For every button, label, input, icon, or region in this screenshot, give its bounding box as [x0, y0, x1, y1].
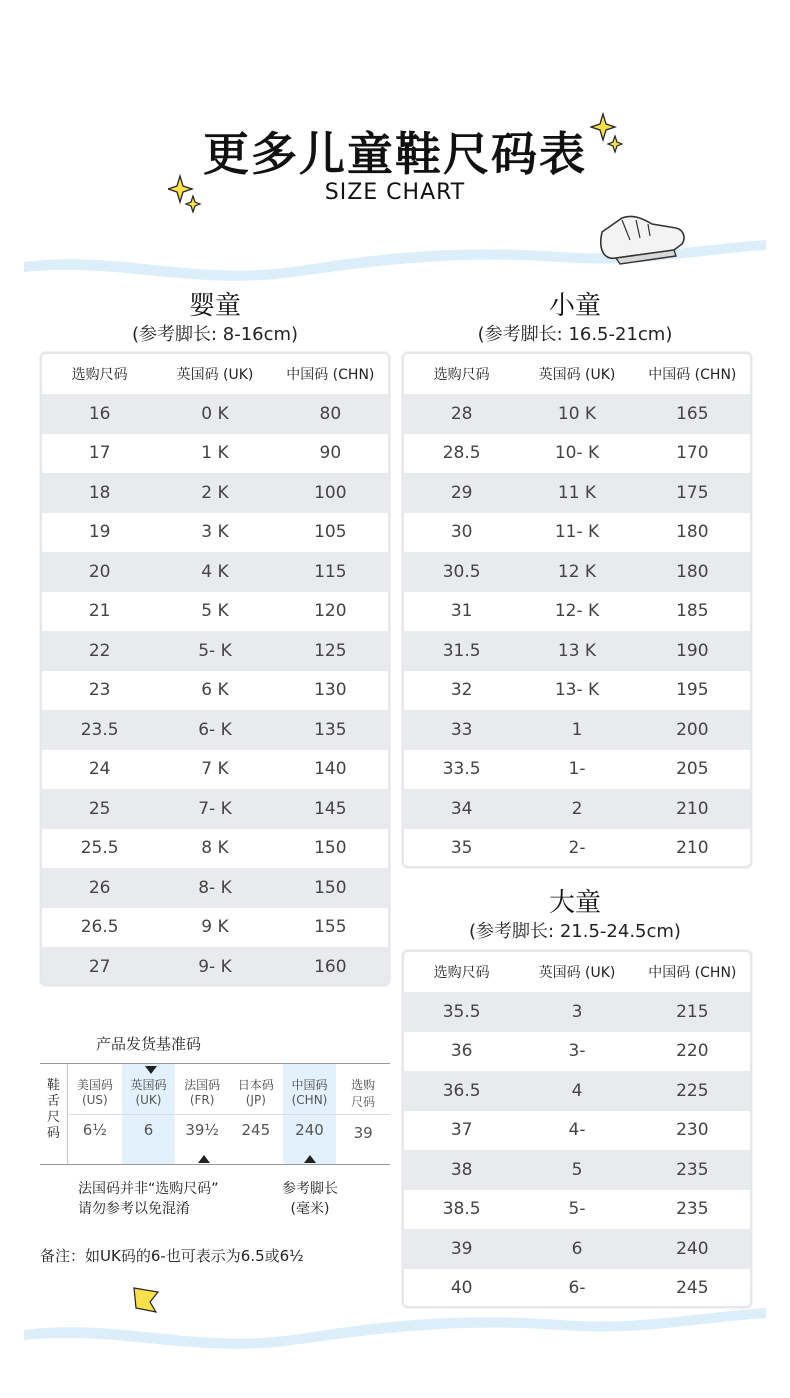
column-header: 选购尺码	[433, 965, 490, 981]
table-header	[404, 354, 750, 394]
table-cell: 180	[676, 561, 709, 582]
table-cell: 245	[676, 1278, 709, 1299]
column-header: 日本码	[237, 1078, 274, 1092]
table-cell: 19	[88, 522, 111, 543]
tongue-size-table	[40, 1063, 390, 1165]
table-cell: 40	[450, 1278, 473, 1299]
table-cell: 20	[88, 561, 111, 582]
table-cell: 24	[88, 759, 111, 780]
column-header-sub: (FR)	[189, 1093, 215, 1107]
table-cell: 115	[314, 561, 347, 582]
table-row	[404, 1032, 750, 1072]
sparkle-icon	[128, 1284, 164, 1316]
table-cell: 9- K	[198, 956, 232, 977]
table-cell: 1-	[568, 759, 586, 780]
table-row	[42, 592, 388, 632]
infant-size-table	[40, 352, 390, 986]
table-cell: 140	[314, 759, 347, 780]
table-row	[404, 829, 750, 869]
table-cell: 27	[88, 956, 111, 977]
column-header: 中国码 (CHN)	[648, 367, 737, 383]
table-cell: 28	[450, 403, 473, 424]
table-cell: 38	[450, 1159, 473, 1180]
table-cell: 1	[571, 719, 583, 740]
table-cell: 2 K	[201, 482, 229, 503]
table-cell: 170	[676, 443, 709, 464]
table-cell: 8 K	[201, 838, 229, 859]
column-header-sub: (JP)	[245, 1093, 266, 1107]
table-cell: 120	[314, 601, 347, 622]
table-cell: 10- K	[554, 443, 600, 464]
table-cell: 4	[571, 1080, 583, 1101]
tongue-side-label	[40, 1064, 68, 1164]
table-cell: 28.5	[442, 443, 481, 464]
remark-text: 备注：如UK码的6-也可表示为6.5或6½	[40, 1247, 304, 1265]
table-row	[404, 394, 750, 434]
table-cell: 37	[450, 1120, 473, 1141]
table-cell: 29	[450, 482, 473, 503]
table-cell: 150	[314, 877, 347, 898]
table-cell: 32	[450, 680, 473, 701]
column-header: 英国码 (UK)	[538, 965, 616, 981]
shoe-icon	[596, 206, 688, 266]
big-subtitle: (参考脚长: 21.5-24.5cm)	[469, 921, 681, 942]
table-row	[404, 1269, 750, 1309]
side-char: 舌	[46, 1094, 60, 1109]
page-title: 更多儿童鞋尺码表	[203, 127, 587, 181]
table-cell: 33.5	[442, 759, 481, 780]
table-cell: 190	[676, 640, 709, 661]
table-cell: 5-	[568, 1199, 586, 1220]
column-header-sub: (US)	[81, 1093, 108, 1107]
table-cell: 4 K	[201, 561, 229, 582]
table-cell: 10 K	[557, 403, 597, 424]
fr-size-note	[78, 1179, 219, 1219]
table-row	[42, 789, 388, 829]
table-row	[42, 947, 388, 986]
table-cell: 210	[676, 838, 709, 859]
table-cell: 26.5	[80, 917, 119, 938]
table-cell: 6	[571, 1238, 583, 1259]
table-row	[404, 671, 750, 711]
table-row	[404, 1229, 750, 1269]
table-row	[404, 1150, 750, 1190]
table-cell: 90	[319, 443, 342, 464]
table-row	[404, 631, 750, 671]
side-char: 鞋	[46, 1078, 60, 1093]
table-cell: 35.5	[442, 1001, 481, 1022]
table-cell: 230	[676, 1120, 709, 1141]
table-cell: 105	[314, 522, 347, 543]
table-cell: 38.5	[442, 1199, 481, 1220]
tongue-size-title: 产品发货基准码	[96, 1035, 202, 1053]
table-cell: 31.5	[442, 640, 481, 661]
table-cell: 18	[88, 482, 111, 503]
tongue-size-value: 245	[241, 1121, 271, 1139]
table-row	[42, 829, 388, 869]
small-subtitle: (参考脚长: 16.5-21cm)	[477, 324, 673, 345]
table-cell: 100	[314, 482, 347, 503]
table-cell: 195	[676, 680, 709, 701]
table-cell: 235	[676, 1199, 709, 1220]
table-cell: 8- K	[198, 877, 232, 898]
table-cell: 23	[88, 680, 111, 701]
table-cell: 160	[314, 956, 347, 977]
column-header-sub: (CHN)	[291, 1093, 328, 1107]
note-line: (毫米)	[290, 1201, 330, 1217]
table-cell: 2	[571, 798, 583, 819]
table-cell: 13- K	[554, 680, 600, 701]
table-row	[404, 1190, 750, 1230]
table-cell: 155	[314, 917, 347, 938]
column-header: 中国码	[291, 1078, 328, 1092]
table-row	[404, 434, 750, 474]
table-cell: 5 K	[201, 601, 229, 622]
note-line: 参考脚长	[282, 1181, 338, 1197]
table-cell: 80	[319, 403, 342, 424]
table-row	[404, 789, 750, 829]
table-header	[42, 354, 388, 394]
table-cell: 0 K	[201, 403, 229, 424]
table-row	[42, 552, 388, 592]
table-row	[42, 671, 388, 711]
table-cell: 130	[314, 680, 347, 701]
table-cell: 34	[450, 798, 473, 819]
column-header: 中国码 (CHN)	[648, 965, 737, 981]
table-cell: 30.5	[442, 561, 481, 582]
table-cell: 26	[88, 877, 111, 898]
table-cell: 4-	[568, 1120, 586, 1141]
pointer-triangle	[198, 1155, 210, 1163]
table-row	[404, 1071, 750, 1111]
table-row	[404, 1111, 750, 1151]
table-cell: 33	[450, 719, 473, 740]
table-cell: 235	[676, 1159, 709, 1180]
table-cell: 150	[314, 838, 347, 859]
table-cell: 11- K	[554, 522, 600, 543]
table-row	[42, 394, 388, 434]
table-cell: 175	[676, 482, 709, 503]
side-char: 码	[46, 1126, 60, 1141]
side-char: 尺	[46, 1110, 60, 1125]
table-cell: 200	[676, 719, 709, 740]
small-title: 小童	[548, 291, 601, 321]
column-header: 英国码 (UK)	[538, 367, 616, 383]
table-row	[42, 710, 388, 750]
table-cell: 36	[450, 1041, 473, 1062]
table-cell: 13 K	[557, 640, 597, 661]
table-cell: 5	[571, 1159, 583, 1180]
table-cell: 12 K	[557, 561, 597, 582]
table-cell: 35	[450, 838, 473, 859]
tongue-size-value: 240	[295, 1121, 324, 1139]
table-row	[42, 750, 388, 790]
table-cell: 5- K	[198, 640, 232, 661]
column-header: 英国码	[130, 1078, 167, 1092]
column-header: 选购	[351, 1078, 376, 1092]
page-subtitle: SIZE CHART	[324, 180, 466, 205]
table-cell: 165	[676, 403, 709, 424]
table-cell: 1 K	[201, 443, 229, 464]
table-row	[404, 710, 750, 750]
tongue-size-value: 6½	[82, 1121, 107, 1139]
table-cell: 30	[450, 522, 473, 543]
table-cell: 2-	[568, 838, 586, 859]
table-cell: 22	[88, 640, 111, 661]
table-cell: 31	[450, 601, 473, 622]
table-cell: 25	[88, 798, 111, 819]
table-cell: 36.5	[442, 1080, 481, 1101]
table-cell: 225	[676, 1080, 709, 1101]
column-header: 中国码 (CHN)	[286, 367, 375, 383]
small-size-table	[402, 352, 752, 868]
table-cell: 6- K	[198, 719, 232, 740]
table-cell: 185	[676, 601, 709, 622]
table-header	[404, 952, 750, 992]
big-size-table	[402, 950, 752, 1308]
table-row	[404, 473, 750, 513]
table-cell: 21	[88, 601, 111, 622]
tongue-size-value: 6	[143, 1121, 154, 1139]
table-cell: 7 K	[201, 759, 229, 780]
table-cell: 3 K	[201, 522, 229, 543]
table-cell: 210	[676, 798, 709, 819]
column-header: 法国码	[184, 1078, 221, 1092]
column-header: 英国码 (UK)	[176, 367, 254, 383]
tongue-size-value: 39½	[185, 1121, 219, 1139]
column-header-sub: (UK)	[135, 1093, 162, 1107]
table-cell: 6-	[568, 1278, 586, 1299]
table-cell: 240	[676, 1238, 709, 1259]
tongue-size-value: 39	[353, 1124, 373, 1142]
table-cell: 135	[314, 719, 347, 740]
table-cell: 125	[314, 640, 347, 661]
table-row	[404, 592, 750, 632]
table-cell: 16	[88, 403, 111, 424]
table-cell: 12- K	[554, 601, 600, 622]
table-row	[42, 434, 388, 474]
table-cell: 39	[450, 1238, 473, 1259]
infant-title: 婴童	[188, 291, 241, 321]
table-row	[42, 908, 388, 948]
table-cell: 23.5	[80, 719, 119, 740]
table-cell: 9 K	[201, 917, 229, 938]
pointer-triangle	[304, 1155, 316, 1163]
table-cell: 220	[676, 1041, 709, 1062]
table-row	[42, 631, 388, 671]
table-cell: 3-	[568, 1041, 586, 1062]
table-row	[42, 473, 388, 513]
column-header: 美国码	[76, 1078, 113, 1092]
foot-length-note	[270, 1179, 350, 1219]
table-row	[42, 513, 388, 553]
table-cell: 180	[676, 522, 709, 543]
note-line: 请勿参考以免混淆	[78, 1201, 190, 1217]
table-cell: 205	[676, 759, 709, 780]
note-line: 法国码并非“选购尺码”	[78, 1181, 219, 1197]
table-cell: 3	[571, 1001, 583, 1022]
table-row	[404, 992, 750, 1032]
big-title: 大童	[548, 888, 601, 918]
table-cell: 25.5	[80, 838, 119, 859]
table-row	[42, 868, 388, 908]
table-cell: 145	[314, 798, 347, 819]
table-row	[404, 750, 750, 790]
table-cell: 11 K	[557, 482, 597, 503]
infant-subtitle: (参考脚长: 8-16cm)	[131, 324, 299, 345]
table-cell: 6 K	[201, 680, 229, 701]
table-cell: 215	[676, 1001, 709, 1022]
column-header: 选购尺码	[433, 367, 490, 383]
table-cell: 17	[88, 443, 111, 464]
table-row	[404, 513, 750, 553]
column-header: 选购尺码	[71, 367, 128, 383]
table-cell: 7- K	[198, 798, 232, 819]
table-row	[404, 552, 750, 592]
pointer-triangle	[145, 1066, 157, 1074]
column-header-sub: 尺码	[351, 1095, 376, 1109]
